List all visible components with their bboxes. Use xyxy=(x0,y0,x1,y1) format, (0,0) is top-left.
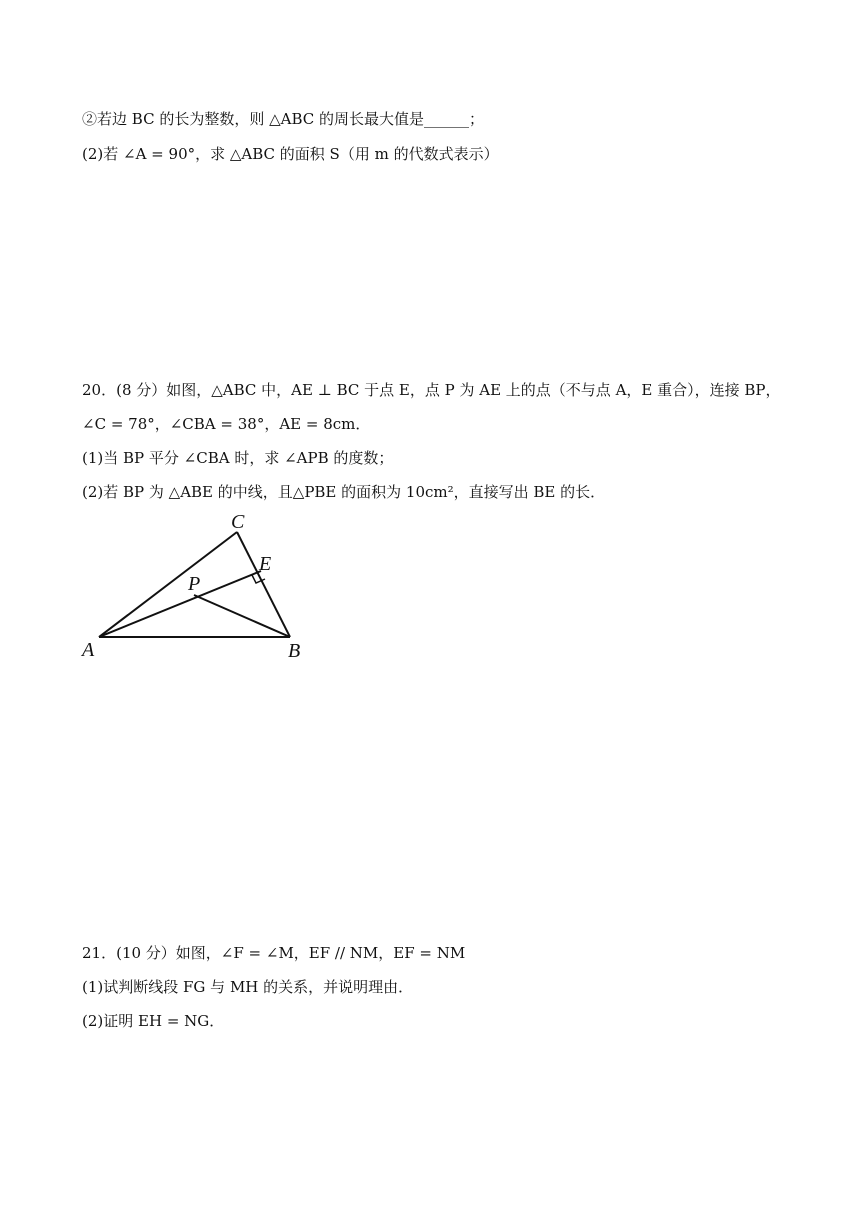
segment-cb xyxy=(237,532,290,637)
triangle-figure xyxy=(74,506,344,666)
question-20-conditions: ∠C = 78°，∠CBA = 38°，AE = 8cm． xyxy=(82,415,371,433)
question-20-stem: 20．(8 分）如图，△ABC 中，AE ⊥ BC 于点 E，点 P 为 AE 上的点（不与点 A，E 重合），连接 BP， xyxy=(82,381,781,399)
segment-pb xyxy=(194,595,290,637)
label-e: E xyxy=(259,553,272,575)
segment-ae xyxy=(99,571,261,637)
label-c: C xyxy=(231,511,245,533)
label-b: B xyxy=(288,640,301,662)
question-20-part-1: (1)当 BP 平分 ∠CBA 时，求 ∠APB 的度数； xyxy=(82,449,394,467)
question-19-part-2: ②若边 BC 的长为整数，则 △ABC 的周长最大值是______； xyxy=(82,110,484,128)
segment-ac xyxy=(99,532,237,637)
label-p: P xyxy=(188,573,201,595)
question-19-subquestion-2: (2)若 ∠A = 90°，求 △ABC 的面积 S（用 m 的代数式表示） xyxy=(82,145,499,163)
question-21-part-1: (1)试判断线段 FG 与 MH 的关系，并说明理由． xyxy=(82,978,414,996)
label-a: A xyxy=(82,639,95,661)
question-21-stem: 21．(10 分）如图，∠F = ∠M，EF // NM，EF = NM xyxy=(82,944,466,962)
question-21-part-2: (2)证明 EH = NG． xyxy=(82,1012,225,1030)
question-20-part-2: (2)若 BP 为 △ABE 的中线，且△PBE 的面积为 10cm²，直接写出 BE 的长． xyxy=(82,483,606,501)
